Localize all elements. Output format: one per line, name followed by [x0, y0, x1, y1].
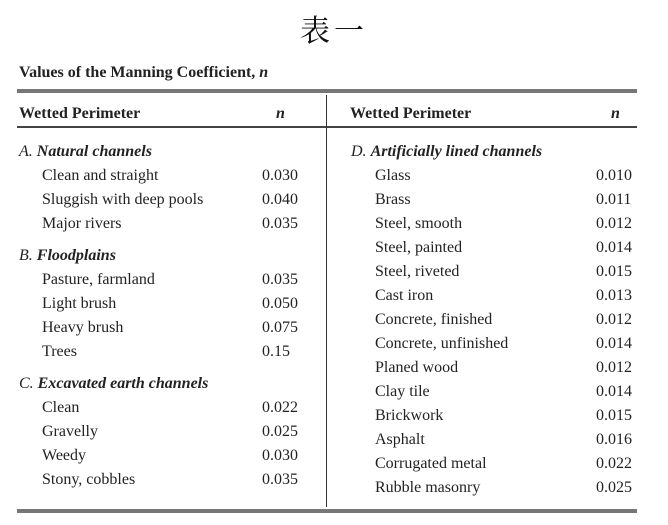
table-row-label: Planed wood	[375, 359, 459, 376]
table-row-label: Gravelly	[42, 423, 98, 440]
caption-symbol: n	[259, 64, 269, 81]
table-row-label: Trees	[42, 343, 77, 360]
table-row-label: Steel, riveted	[375, 263, 460, 280]
table-row-value: 0.025	[262, 423, 298, 440]
section-title: Artificially lined channels	[370, 143, 543, 160]
section-letter: B.	[19, 247, 37, 264]
table-row-value: 0.030	[262, 447, 298, 464]
section-heading	[19, 140, 152, 164]
section-letter: A.	[19, 143, 37, 160]
header-rule	[17, 126, 637, 128]
table-row-value: 0.014	[596, 383, 632, 400]
section-heading	[19, 244, 116, 268]
table-top-rule	[17, 89, 637, 93]
table-row-label: Major rivers	[42, 215, 122, 232]
table-row-value: 0.010	[596, 167, 632, 184]
column-divider	[326, 95, 327, 507]
table-row-value: 0.012	[596, 359, 632, 376]
table-row-value: 0.025	[596, 479, 632, 496]
table-row-value: 0.040	[262, 191, 298, 208]
table-row-label: Stony, cobbles	[42, 471, 136, 488]
section-title: Floodplains	[36, 247, 116, 264]
section-letter: C.	[19, 375, 38, 392]
section-title: Excavated earth channels	[37, 375, 209, 392]
table-caption	[19, 64, 268, 82]
table-row-value: 0.012	[596, 311, 632, 328]
table-row-value: 0.015	[596, 263, 632, 280]
table-bottom-rule	[17, 509, 637, 513]
table-row-label: Sluggish with deep pools	[42, 191, 204, 208]
table-row-label: Clean and straight	[42, 167, 159, 184]
table-row-label: Light brush	[42, 295, 117, 312]
table-row-value: 0.014	[596, 239, 632, 256]
table-row-value: 0.035	[262, 271, 298, 288]
table-row-label: Steel, painted	[375, 239, 463, 256]
table-row-label: Asphalt	[375, 431, 425, 448]
table-row-label: Glass	[375, 167, 411, 184]
table-row-value: 0.013	[596, 287, 632, 304]
table-row-value: 0.014	[596, 335, 632, 352]
table-row-value: 0.030	[262, 167, 298, 184]
table-row-value: 0.022	[596, 455, 632, 472]
table-row-label: Concrete, unfinished	[375, 335, 509, 352]
table-row-label: Concrete, finished	[375, 311, 493, 328]
right-header-n: n	[611, 105, 620, 122]
table-row-value: 0.035	[262, 471, 298, 488]
table-row-label: Steel, smooth	[375, 215, 463, 232]
table-row-value: 0.011	[596, 191, 632, 208]
table-row-value: 0.012	[596, 215, 632, 232]
table-row-label: Cast iron	[375, 287, 434, 304]
left-header-label: Wetted Perimeter	[19, 105, 141, 122]
table-row-label: Pasture, farmland	[42, 271, 155, 288]
table-row-value: 0.050	[262, 295, 298, 312]
caption-text: Values of the Manning Coefficient,	[19, 64, 260, 81]
table-row-value: 0.035	[262, 215, 298, 232]
table-row-value: 0.016	[596, 431, 632, 448]
right-header-label: Wetted Perimeter	[350, 105, 472, 122]
section-title: Natural channels	[36, 143, 152, 160]
table-row-value: 0.022	[262, 399, 298, 416]
table-row-label: Corrugated metal	[375, 455, 487, 472]
table-row-label: Brickwork	[375, 407, 444, 424]
section-letter: D.	[351, 143, 371, 160]
table-row-label: Weedy	[42, 447, 87, 464]
page-title: 表一	[300, 14, 368, 49]
section-heading	[351, 140, 542, 164]
table-row-label: Brass	[375, 191, 411, 208]
table-row-value: 0.075	[262, 319, 298, 336]
left-header-n: n	[276, 105, 285, 122]
table-row-label: Clay tile	[375, 383, 430, 400]
table-row-value: 0.015	[596, 407, 632, 424]
table-row-value: 0.15	[262, 343, 290, 360]
table-row-label: Clean	[42, 399, 80, 416]
table-row-label: Rubble masonry	[375, 479, 481, 496]
section-heading	[19, 372, 208, 396]
table-row-label: Heavy brush	[42, 319, 124, 336]
